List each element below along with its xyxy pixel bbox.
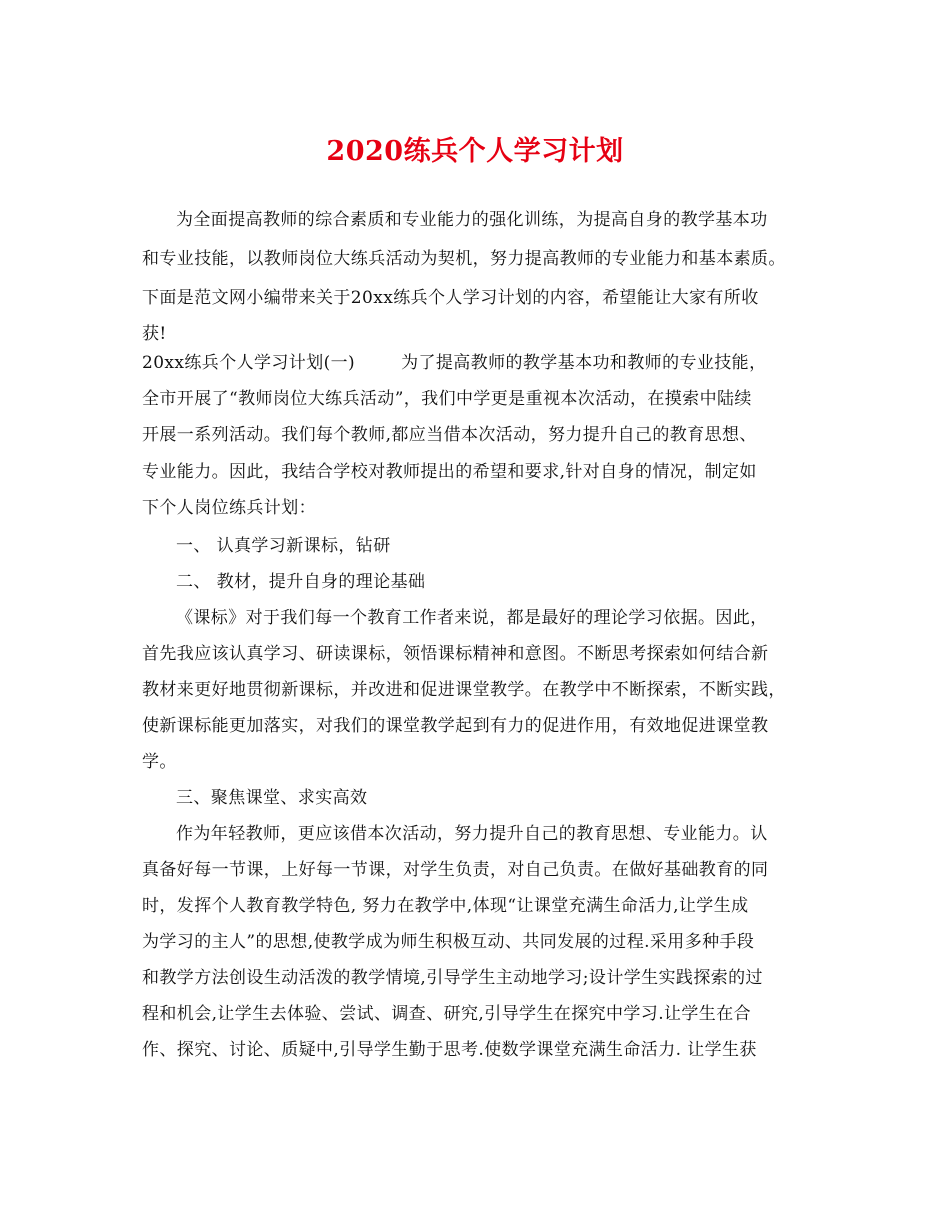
paragraph-line: 开展一系列活动。我们每个教师,都应当借本次活动，努力提升自己的教育思想、 [142,425,757,445]
section-heading: 三、聚焦课堂、求实高效 [176,788,368,808]
paragraph-line: 学。 [142,752,177,772]
paragraph-line: 和专业技能，以教师岗位大练兵活动为契机，努力提高教师的专业能力和基本素质。 [142,249,786,269]
document-title: 2020练兵个人学习计划 [326,136,624,167]
paragraph-text: 为了提高教师的教学基本功和教师的专业技能， [401,353,767,373]
paragraph-line: 教材来更好地贯彻新课标，并改进和促进课堂教学。在教学中不断探索，不断实践， [142,680,786,700]
paragraph-line: 和教学方法创设生动活泼的教学情境,引导学生主动地学习;设计学生实践探索的过 [142,968,763,988]
paragraph-line: 专业能力。因此，我结合学校对教师提出的希望和要求,针对自身的情况，制定如 [142,462,757,482]
paragraph-line: 作为年轻教师，更应该借本次活动，努力提升自己的教育思想、专业能力。认 [176,824,768,844]
paragraph-line: 获! [142,324,167,344]
paragraph-line: 为全面提高教师的综合素质和专业能力的强化训练，为提高自身的教学基本功 [176,210,768,230]
paragraph-line: 程和机会,让学生去体验、尝试、调查、研究,引导学生在探究中学习.让学生在合 [142,1004,752,1024]
list-item: 二、 教材，提升自身的理论基础 [176,572,426,592]
paragraph-line: 《课标》对于我们每一个教育工作者来说，都是最好的理论学习依据。因此， [176,608,768,628]
paragraph-line: 首先我应该认真学习、研读课标，领悟课标精神和意图。不断思考探索如何结合新 [142,644,769,664]
paragraph-line: 为学习的主人”的思想,使教学成为师生积极互动、共同发展的过程.采用多种手段 [142,932,755,952]
paragraph-line: 真备好每一节课，上好每一节课，对学生负责，对自己负责。在做好基础教育的同 [142,860,769,880]
paragraph-line: 下面是范文网小编带来关于20xx练兵个人学习计划的内容，希望能让大家有所收 [142,288,759,308]
paragraph-line: 时，发挥个人教育教学特色, 努力在教学中,体现“让课堂充满生命活力,让学生成 [142,896,749,916]
section-heading: 20xx练兵个人学习计划(一) [142,353,356,373]
paragraph-line: 全市开展了“教师岗位大练兵活动”，我们中学更是重视本次活动，在摸索中陆续 [142,389,752,409]
paragraph-line: 作、探究、讨论、质疑中,引导学生勤于思考.使数学课堂充满生命活力. 让学生获 [142,1040,757,1060]
section-heading-line [142,351,766,375]
paragraph-line: 使新课标能更加落实，对我们的课堂教学起到有力的促进作用，有效地促进课堂教 [142,716,769,736]
paragraph-line: 下个人岗位练兵计划： [142,498,316,518]
list-item: 一、 认真学习新课标，钻研 [176,536,391,556]
